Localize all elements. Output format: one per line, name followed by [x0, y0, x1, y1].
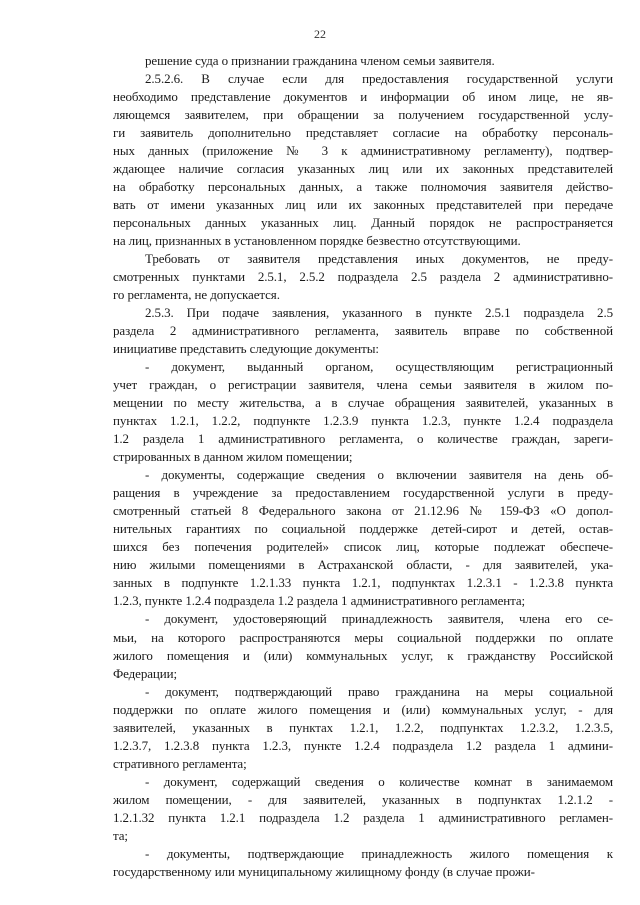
text-line: - документ, содержащий сведения о количестве комнат в занимаемом	[145, 773, 613, 789]
text-line: ляющемся заявителем, при обращении за получением государственной услу-	[113, 107, 613, 123]
text-line: необходимо представление документов и информации об ином лице, не яв-	[113, 89, 613, 105]
text-line: Федерации;	[113, 665, 178, 681]
text-line: смотренных пунктами 2.5.1, 2.5.2 подраздела 2.5 раздела 2 административно-	[113, 269, 613, 285]
body-text	[113, 52, 613, 881]
text-line: жилом помещении, - для заявителей, указанных в подпунктах 1.2.1.2 -	[113, 791, 613, 807]
text-line: - документ, удостоверяющий принадлежность заявителя, члена его се-	[145, 611, 613, 627]
text-line: нительных гарантиях по социальной поддержке детей-сирот и детей, остав-	[113, 521, 613, 537]
text-line: 1.2.3, пункте 1.2.4 подраздела 1.2 раздела 1 административного регламента;	[113, 593, 526, 609]
text-line: персональных данных указанных лиц. Данный порядок не распространяется	[113, 215, 613, 231]
text-line: 2.5.2.6. В случае если для предоставления государственной услуги	[145, 71, 613, 87]
text-line: инициативе представить следующие документы:	[113, 341, 379, 357]
text-line: - документы, подтверждающие принадлежность жилого помещения к	[145, 845, 613, 861]
text-line: государственному или муниципальному жилищному фонду (в случае прожи-	[113, 863, 535, 879]
text-line: раздела 2 административного регламента, заявитель вправе по собственной	[113, 323, 613, 339]
text-line: ных данных (приложение № 3 к административному регламенту), подтвер-	[113, 143, 613, 159]
text-line: ждающее наличие согласия указанных лиц или их законных представителей	[113, 161, 613, 177]
text-line: мещении по месту жительства, а в случае обращения заявителей, указанных в	[113, 395, 613, 411]
text-line: нию жилыми помещениями в Астраханской области, - для заявителей, ука-	[113, 557, 613, 573]
text-line: вать от имени указанных лиц или их законных представителей при передаче	[113, 197, 613, 213]
text-line: - документы, содержащие сведения о включении заявителя на день об-	[145, 467, 613, 483]
text-line: 1.2 раздела 1 административного регламента, о количестве граждан, зареги-	[113, 431, 613, 447]
text-line: мьи, на которого распространяются меры социальной поддержки по оплате	[113, 629, 613, 645]
text-line: решение суда о признании гражданина членом семьи заявителя.	[145, 53, 495, 68]
text-line: поддержки по оплате жилого помещения и (или) коммунальных услуг, - для	[113, 701, 613, 717]
text-line: 2.5.3. При подаче заявления, указанного в пункте 2.5.1 подраздела 2.5	[145, 305, 613, 321]
text-line: Требовать от заявителя представления иных документов, не преду-	[145, 251, 613, 267]
text-line: учет граждан, о регистрации заявителя, члена семьи заявителя в жилом по-	[113, 377, 613, 393]
text-line: го регламента, не допускается.	[113, 287, 280, 303]
text-line: ращения в учреждение за предоставлением государственной услуги в преду-	[113, 485, 613, 501]
text-line: жилого помещения и (или) коммунальных услуг, к гражданству Российской	[113, 647, 613, 663]
text-line: стративного регламента;	[113, 755, 247, 771]
text-line: на обработку персональных данных, а также полномочия заявителя действо-	[113, 179, 613, 195]
text-line: - документ, выданный органом, осуществляющим регистрационный	[145, 359, 613, 375]
text-line: ги заявитель дополнительно представляет согласие на обработку персональ-	[113, 125, 613, 141]
text-line: шихся без попечения родителей» список лиц, которые подлежат обеспече-	[113, 539, 613, 555]
text-line: стрированных в данном жилом помещении;	[113, 449, 353, 465]
text-line: - документ, подтверждающий право гражданина на меры социальной	[145, 683, 613, 699]
text-line: на лиц, признанных в установленном порядке безвестно отсутствующими.	[113, 233, 521, 249]
text-line: та;	[113, 827, 128, 843]
text-line: занных в подпункте 1.2.1.33 пункта 1.2.1, подпунктах 1.2.3.1 - 1.2.3.8 пункта	[113, 575, 613, 591]
text-line: смотренный статьей 8 Федерального закона от 21.12.96 № 159-ФЗ «О допол-	[113, 503, 613, 519]
page-number: 22	[314, 27, 326, 41]
text-line: заявителей, указанных в пунктах 1.2.1, 1.2.2, подпунктах 1.2.3.2, 1.2.3.5,	[113, 719, 613, 735]
text-line: 1.2.1.32 пункта 1.2.1 подраздела 1.2 раздела 1 административного регламен-	[113, 809, 613, 825]
text-line: 1.2.3.7, 1.2.3.8 пункта 1.2.3, пункте 1.2.4 подраздела 1.2 раздела 1 админи-	[113, 737, 613, 753]
text-line: пунктах 1.2.1, 1.2.2, подпункте 1.2.3.9 пункта 1.2.3, пункте 1.2.4 подраздела	[113, 413, 613, 429]
